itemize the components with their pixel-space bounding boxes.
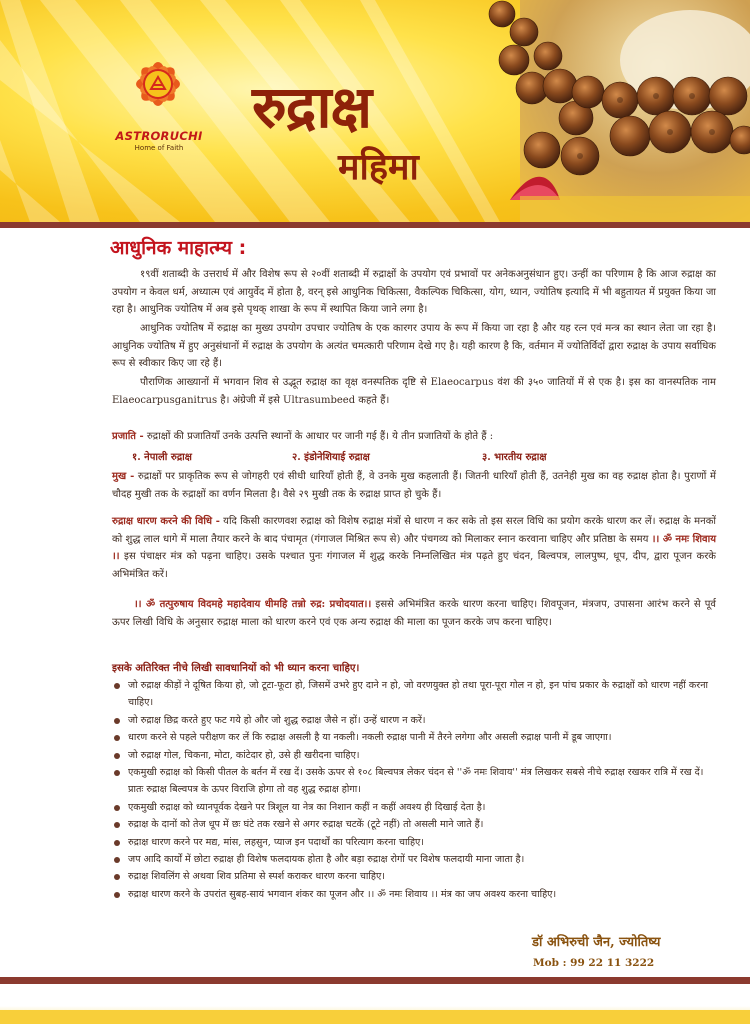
list-item-text: जो रुद्राक्ष छिद्र करते हुए फट गये हो और जो शुद्ध रुद्राक्ष जैसे न हों। उन्हें धारण न करें। [128,714,426,726]
species-item: २. इंडोनेशियाई रुद्राक्ष [292,452,370,463]
section-heading: आधुनिक माहात्म्य : [110,237,247,259]
list-item-text: धारण करने से पहले परीक्षण कर लें कि रुद्राक्ष असली है या नकली। नकली रुद्राक्ष पानी में तैरने लगेगा और असली रुद्राक्ष पानी में डूब जाएगा। [128,732,612,744]
bullet-icon [114,857,120,863]
list-item [112,816,716,833]
vidhi-text: यदि किसी कारणवश रुद्राक्ष को विशेष रुद्राक्ष मंत्रों से धारण न कर सके तो इस सरल विधि का प्रयोग करके धारण कर लें। रुद्राक्ष के मनकों को शुद्ध लाल धागे में माला तैयार करने के बाद पंचामृत (गंगाजल मिश्रित रूप से) और पंचगव्य को मिलाकर स्नान करवाना चाहिए और प्रतिष्ठा के समय [112,516,716,545]
bullet-icon [114,805,120,811]
caution-heading: इसके अतिरिक्त नीचे लिखी सावधानियों को भी ध्यान करना चाहिए। [112,662,360,674]
list-item [112,747,716,764]
list-item-text: एकमुखी रुद्राक्ष को किसी पीतल के बर्तन में रख दें। उसके ऊपर से १०८ बिल्वपत्र लेकर चंदन से ''ॐ नमः शिवाय'' मंत्र लिखकर सबसे नीचे रुद्राक्ष रखकर रात्रि में रख दें। प्रातः रुद्राक्ष बिल्वपत्र के ऊपर विराजि होगा तो वह शुद्ध रुद्राक्ष होगा। [128,767,704,796]
list-item [112,886,716,903]
bullet-icon [114,735,120,741]
caution-list [112,677,716,903]
bullet-icon [114,753,120,759]
page-subtitle: महिमा [338,147,419,188]
species-item: ३. भारतीय रुद्राक्ष [482,452,547,463]
bottom-divider-band [0,977,750,984]
list-item-text: रुद्राक्ष के दानों को तेज धूप में छः घंटे तक रखने से अगर रुद्राक्ष चटकें (टूटे नहीं) तो असली माने जाते हैं। [128,819,484,831]
gayatri-text: इससे अभिमंत्रित करके धारण करना चाहिए। शिवपूजन, मंत्रजप, उपासना आरंभ करने से पूर्व ऊपर लिखी विधि के अनुसार रुद्राक्ष माला को धारण करने एवं एक अन्य रुद्राक्ष की माला का पूजन करके जप करना चाहिए। [112,599,716,628]
list-item [112,834,716,851]
rudraksha-beads-image [480,0,750,222]
list-item-text: जप आदि कार्यों में छोटा रुद्राक्ष ही विशेष फलदायक होता है और बड़ा रुद्राक्ष रोगों पर विशेष फलदायी माना जाता है। [128,854,525,866]
species-item: १. नेपाली रुद्राक्ष [132,452,192,463]
prajati-paragraph [112,428,716,446]
vidhi-text-2: इस पंचाक्षर मंत्र को पढ़ना चाहिए। उसके पश्चात पुनः गंगाजल में शुद्ध करके निम्नलिखित मंत्र पढ़ते हुए चंदन, बिल्वपत्र, लालपुष्प, धूप, दीप, द्वारा पूजन करके अभिमंत्रित करें। [112,551,716,580]
list-item [112,712,716,729]
bullet-icon [114,770,120,776]
list-item-text: जो रुद्राक्ष गोल, चिकना, मोटा, कांटेदार हो, उसे ही खरीदना चाहिए। [128,749,360,761]
left-margin [0,228,106,977]
vidhi-paragraph [112,513,716,583]
mukh-text: रुद्राक्षों पर प्राकृतिक रूप से जोगहरी एवं सीधी धारियाँ होती हैं, वे उनके मुख कहलाती हैं। जितनी धारियाँ होती हैं, उतनेही मुख का वह रुद्राक्ष होता है। पुराणों में चौदह मुखी तक के रुद्राक्षों का वर्णन मिलता है। वैसे २९ मुखी तक के रुद्राक्ष प्राप्त हो चुके हैं। [112,471,716,500]
top-divider-band [0,222,750,228]
brand-tagline: Home of Faith [134,144,184,152]
header-banner [0,0,750,222]
list-item-text: रुद्राक्ष शिवलिंग से अथवा शिव प्रतिमा से स्पर्श कराकर धारण करना चाहिए। [128,871,385,883]
mobile-number: Mob : 99 22 11 3222 [533,957,655,969]
bullet-icon [114,840,120,846]
mukh-paragraph [112,468,716,503]
vidhi-label: रुद्राक्ष धारण करने की विधि - [112,516,220,527]
prajati-text: रुद्राक्षों की प्रजातियाँ उनके उत्पत्ति स्थानों के आधार पर जानी गई हैं। ये तीन प्रजातियों के होते हैं : [146,431,494,442]
list-item-text: रुद्राक्ष धारण करने पर मद्य, मांस, लहसुन, प्याज इन पदार्थों का परित्याग करना चाहिए। [128,836,424,848]
list-item [112,799,716,816]
paragraph-1: १९वीं शताब्दी के उत्तरार्ध में और विशेष रूप से २०वीं शताब्दी में रुद्राक्षों के उपयोग एवं प्रभावों पर अनेकअनुसंधान हुए। उन्हीं का परिणाम है कि आज रुद्राक्ष का उपयोग न केवल धर्म, अध्यात्म एवं आयुर्वेद में होता है, वरन् इसे आधुनिक चिकित्सा, वैकल्पिक चिकित्सा, योग, ध्यान, ज्योतिष इत्यादि में भी बहुतायत में प्रयुक्त किया जा रहा है। आधुनिक ज्योतिष में अब इसे पृथक् शाखा के रूप में स्थापित किया जाने लगा है। [112,269,716,315]
list-item-text: जो रुद्राक्ष कीड़ों ने दूषित किया हो, जो टूटा-फूटा हो, जिसमें उभरे हुए दाने न हो, जो वरणयुक्त हो तथा पूरा-पूरा गोल न हो, इन पांच प्रकार के रुद्राक्षों को धारण नहीं करना चाहिए। [128,680,709,709]
paragraph-2: आधुनिक ज्योतिष में रुद्राक्ष का मुख्य उपयोग उपचार ज्योतिष के एक कारगर उपाय के रूप में किया जा रहा है और यह रत्न एवं मन्त्र का स्थान लेता जा रहा है। आधुनिक ज्योतिष में हुए अनुसंधानों में रुद्राक्ष के उपयोग के अत्यंत चमत्कारी परिणाम देखे गए है। यही कारण है कि, वर्तमान में ज्योतिर्विदों द्वारा रुद्राक्ष के उपाय सर्वाधिक रूप से स्वीकार किए जा रहे हैं। [112,323,716,369]
list-item [112,764,716,799]
footer-gold-bar [0,1010,750,1024]
author-name: डॉ अभिरुची जैन, ज्योतिष्य [532,935,661,950]
bullet-icon [114,892,120,898]
list-item [112,868,716,885]
astroruchi-logo [112,42,204,134]
gayatri-paragraph [112,596,716,631]
bullet-icon [114,718,120,724]
list-item [112,729,716,746]
mukh-label: मुख - [112,471,135,482]
page-title: रुद्राक्ष [252,73,372,141]
list-item-text: रुद्राक्ष धारण करने के उपरांत सुबह-सायं भगवान शंकर का पूजन और ।। ॐ नमः शिवाय ।। मंत्र का जप अवश्य करना चाहिए। [128,888,557,900]
list-item-text: एकमुखी रुद्राक्ष को ध्यानपूर्वक देखने पर त्रिशूल या नेत्र का निशान कहीं न कहीं अवश्य ही दिखाई देता है। [128,801,486,813]
prajati-label: प्रजाति - [112,431,144,442]
paragraph-3: पौराणिक आख्यानों में भगवान शिव से उद्भूत रुद्राक्ष का वृक्ष वनस्पतिक दृष्टि से Elaeocarpus वंश की ३५० जातियों में से एक है। इस का वानस्पतिक नाम Elaeocarpusganitrus है। अंग्रेजी में इसे Ultrasumbeed कहते हैं। [112,377,716,406]
bullet-icon [114,822,120,828]
gayatri-mantra: ।। ॐ तत्पुरुषाय विदमहे महादेवाय धीमहि तन्नो रुद्र: प्रचोदयात।। [134,599,372,610]
list-item [112,851,716,868]
bullet-icon [114,874,120,880]
brand-name: ASTRORUCHI [115,129,203,143]
vidhi-mantra: ।। ॐ नमः शिवाय ।। [112,533,716,562]
list-item [112,677,716,712]
bullet-icon [114,683,120,689]
